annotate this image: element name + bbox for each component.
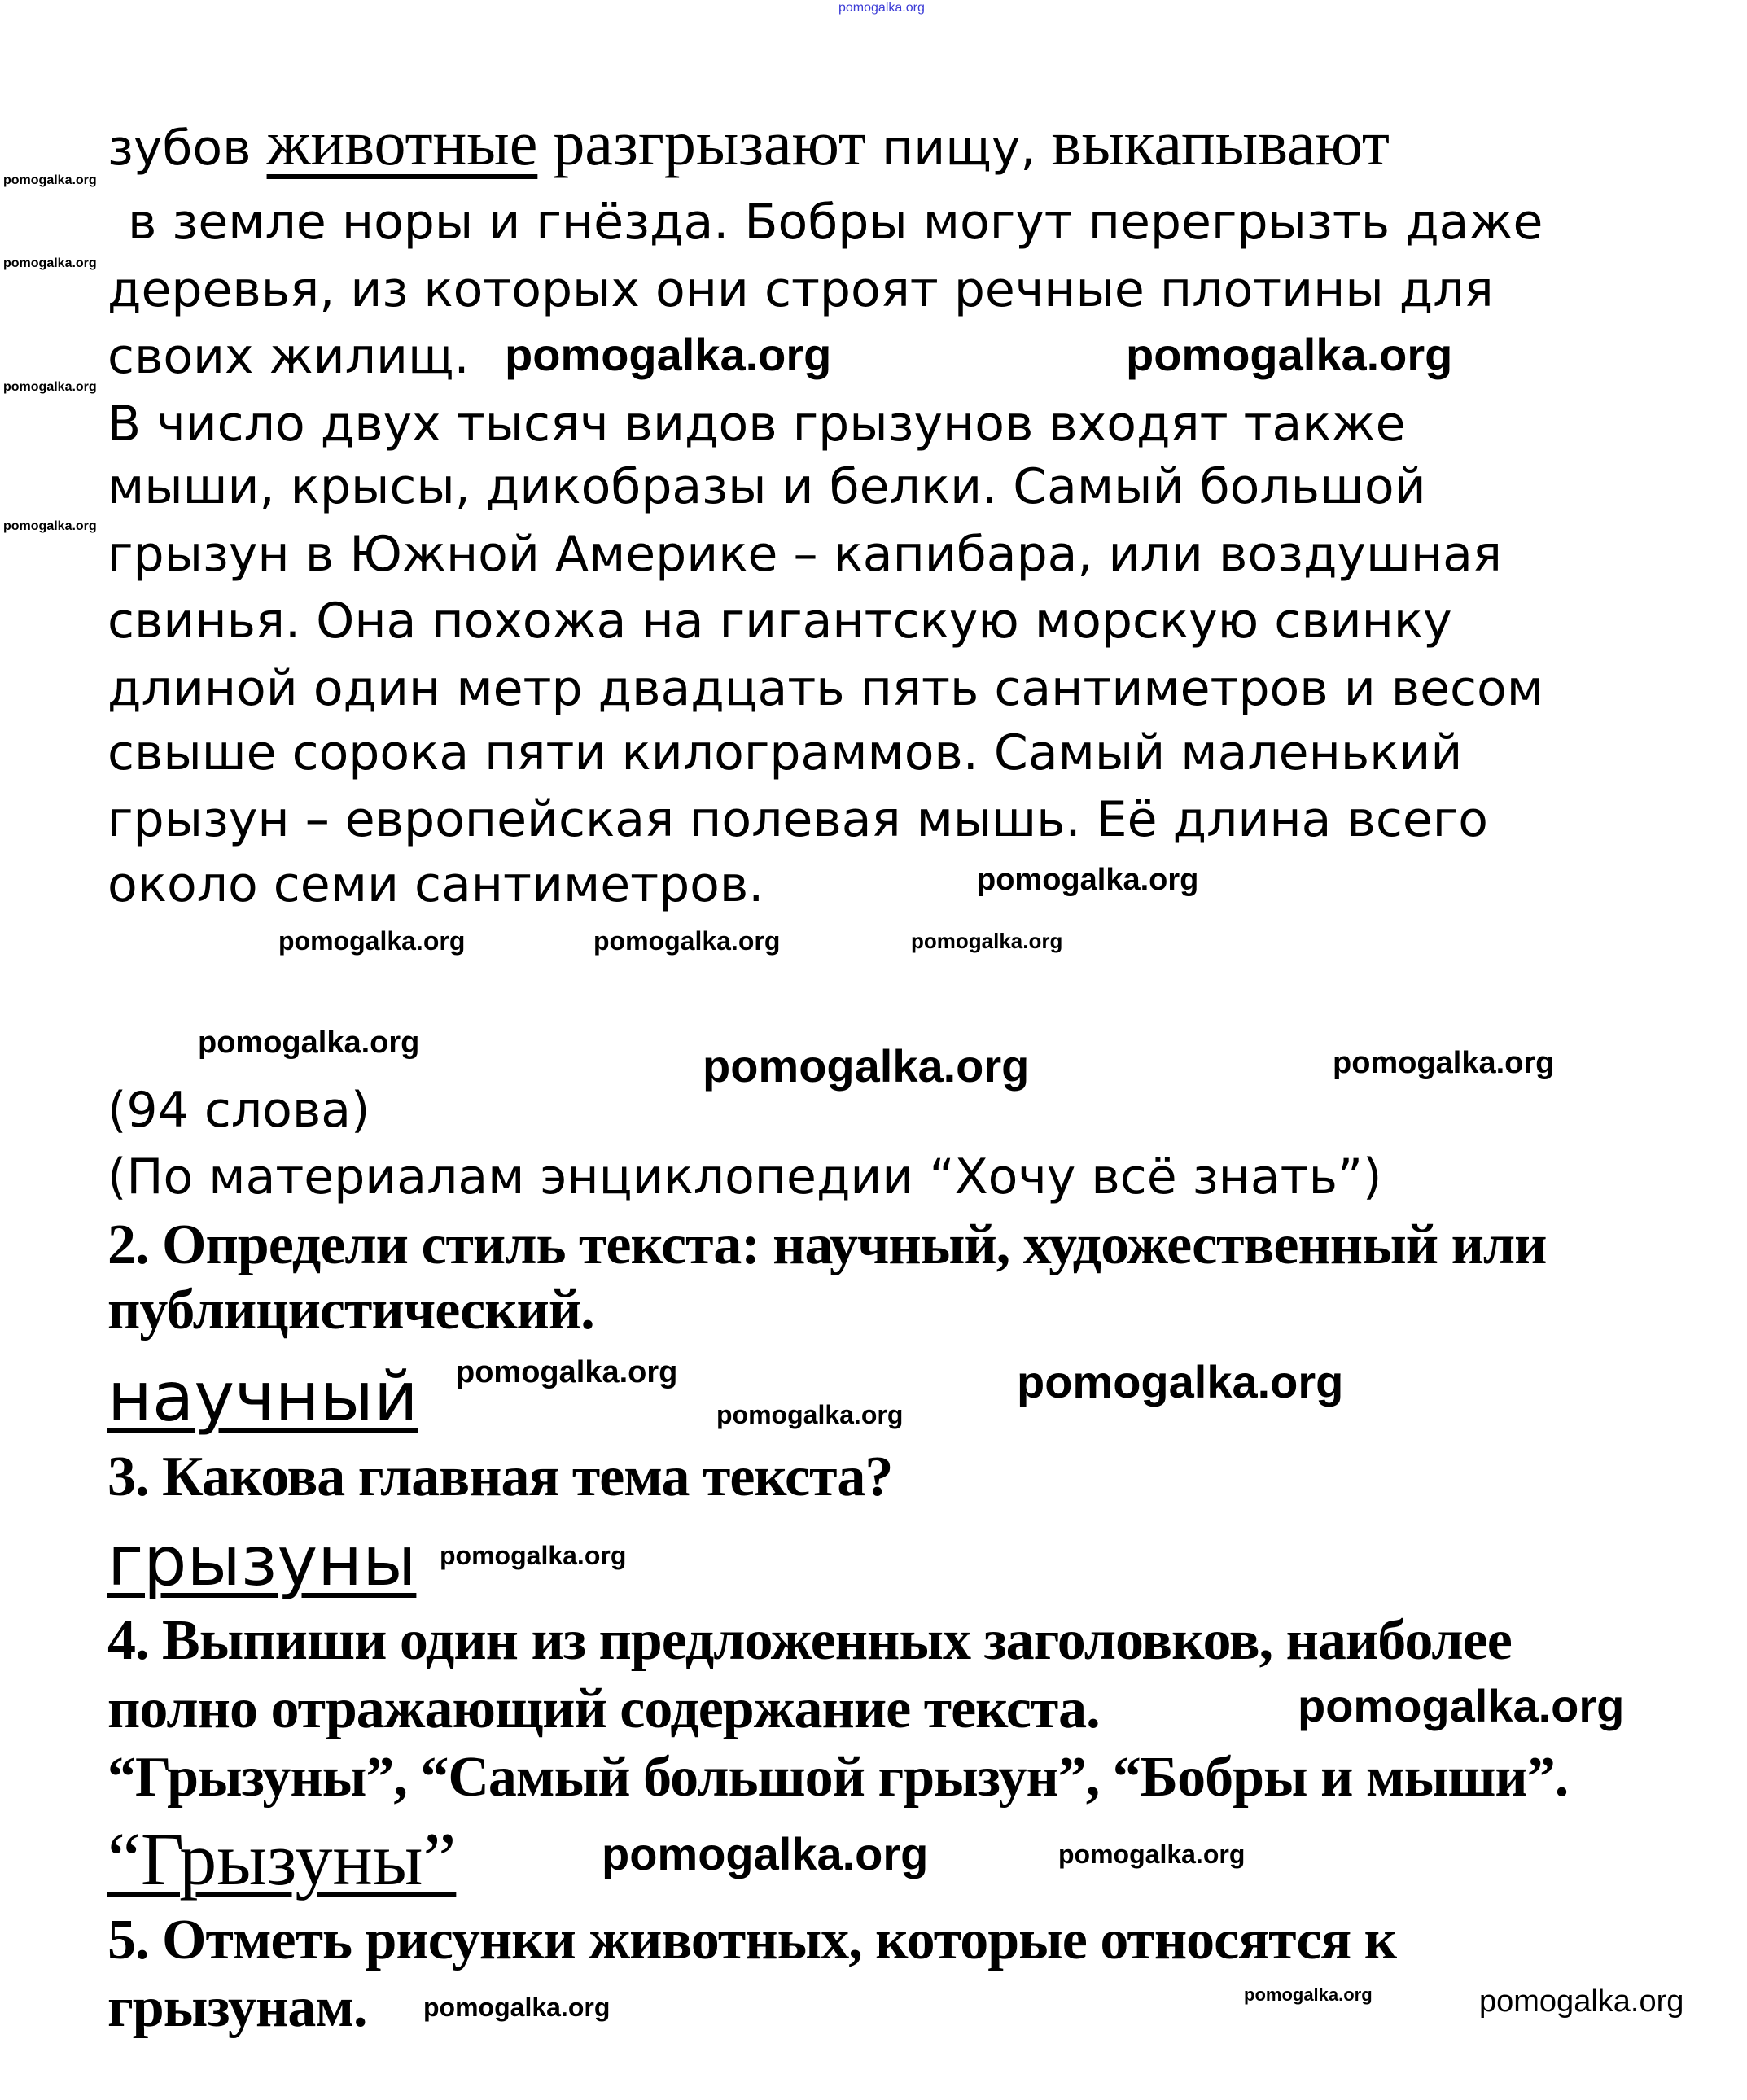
text-line: длиной один метр двадцать пять сантиметров и весом (107, 660, 1543, 717)
text-line: В число двух тысяч видов грызунов входят также (107, 396, 1406, 453)
watermark: pomogalka.org (1126, 329, 1453, 380)
question-5: 5. Отметь рисунки животных, которые относятся к (107, 1909, 1397, 1971)
watermark: pomogalka.org (423, 1993, 611, 2022)
watermark: pomogalka.org (593, 926, 781, 956)
text-line: около семи сантиметров. (107, 856, 764, 913)
watermark: pomogalka.org (977, 863, 1199, 897)
question-4-options: “Грызуны”, “Самый большой грызун”, “Бобры и мыши”. (107, 1746, 1569, 1809)
answer-4: “Грызуны” (107, 1818, 457, 1901)
watermark: pomogalka.org (703, 1040, 1030, 1092)
source-note: (По материалам энциклопедии “Хочу всё знать”) (107, 1148, 1382, 1205)
word: разгрызают (553, 107, 866, 178)
question-4: 4. Выпиши один из предложенных заголовков, наиболее (107, 1609, 1512, 1672)
watermark: pomogalka.org (3, 173, 97, 187)
text-line: в земле норы и гнёзда. Бобры могут перегрызть даже (128, 194, 1543, 251)
watermark: pomogalka.org (198, 1026, 420, 1060)
watermark: pomogalka.org (3, 256, 97, 270)
header-watermark: pomogalka.org (838, 1, 925, 15)
question-5-cont: грызунам. (107, 1976, 367, 2039)
question-2: 2. Определи стиль текста: научный, художественный или (107, 1214, 1547, 1276)
question-4-cont: полно отражающий содержание текста. (107, 1678, 1100, 1740)
watermark: pomogalka.org (1479, 1984, 1684, 2019)
watermark: pomogalka.org (1058, 1840, 1246, 1869)
word: выкапывают (1051, 107, 1390, 178)
text-line-1 (107, 107, 1390, 178)
watermark: pomogalka.org (505, 329, 832, 380)
watermark: pomogalka.org (602, 1828, 929, 1879)
watermark: pomogalka.org (3, 519, 97, 533)
watermark: pomogalka.org (1298, 1680, 1625, 1731)
text-line: мыши, крысы, дикобразы и белки. Самый большой (107, 458, 1426, 515)
text-line: свыше сорока пяти килограммов. Самый маленький (107, 724, 1463, 781)
text-line: свинья. Она похожа на гигантскую морскую свинку (107, 593, 1452, 650)
watermark: pomogalka.org (1017, 1356, 1344, 1407)
text-line: деревья, из которых они строят речные плотины для (107, 261, 1494, 318)
word: пищу, (882, 120, 1036, 177)
word: зубов (107, 120, 252, 177)
question-2-cont: публицистический. (107, 1279, 594, 1341)
watermark: pomogalka.org (716, 1400, 904, 1429)
answer-2: научный (107, 1357, 418, 1437)
watermark: pomogalka.org (3, 380, 97, 394)
word-count: (94 слова) (107, 1082, 370, 1139)
watermark: pomogalka.org (456, 1355, 678, 1389)
text-line: грызун в Южной Америке – капибара, или воздушная (107, 526, 1502, 583)
watermark: pomogalka.org (278, 926, 466, 956)
question-3: 3. Какова главная тема текста? (107, 1446, 893, 1508)
text-line: своих жилищ. (107, 328, 470, 385)
watermark: pomogalka.org (911, 929, 1063, 953)
watermark: pomogalka.org (1244, 1984, 1373, 2005)
text-line: грызун – европейская полевая мышь. Её длина всего (107, 791, 1488, 848)
underlined-word: животные (266, 107, 538, 178)
answer-3: грызуны (107, 1521, 417, 1601)
watermark: pomogalka.org (1333, 1046, 1555, 1080)
watermark: pomogalka.org (440, 1541, 627, 1570)
